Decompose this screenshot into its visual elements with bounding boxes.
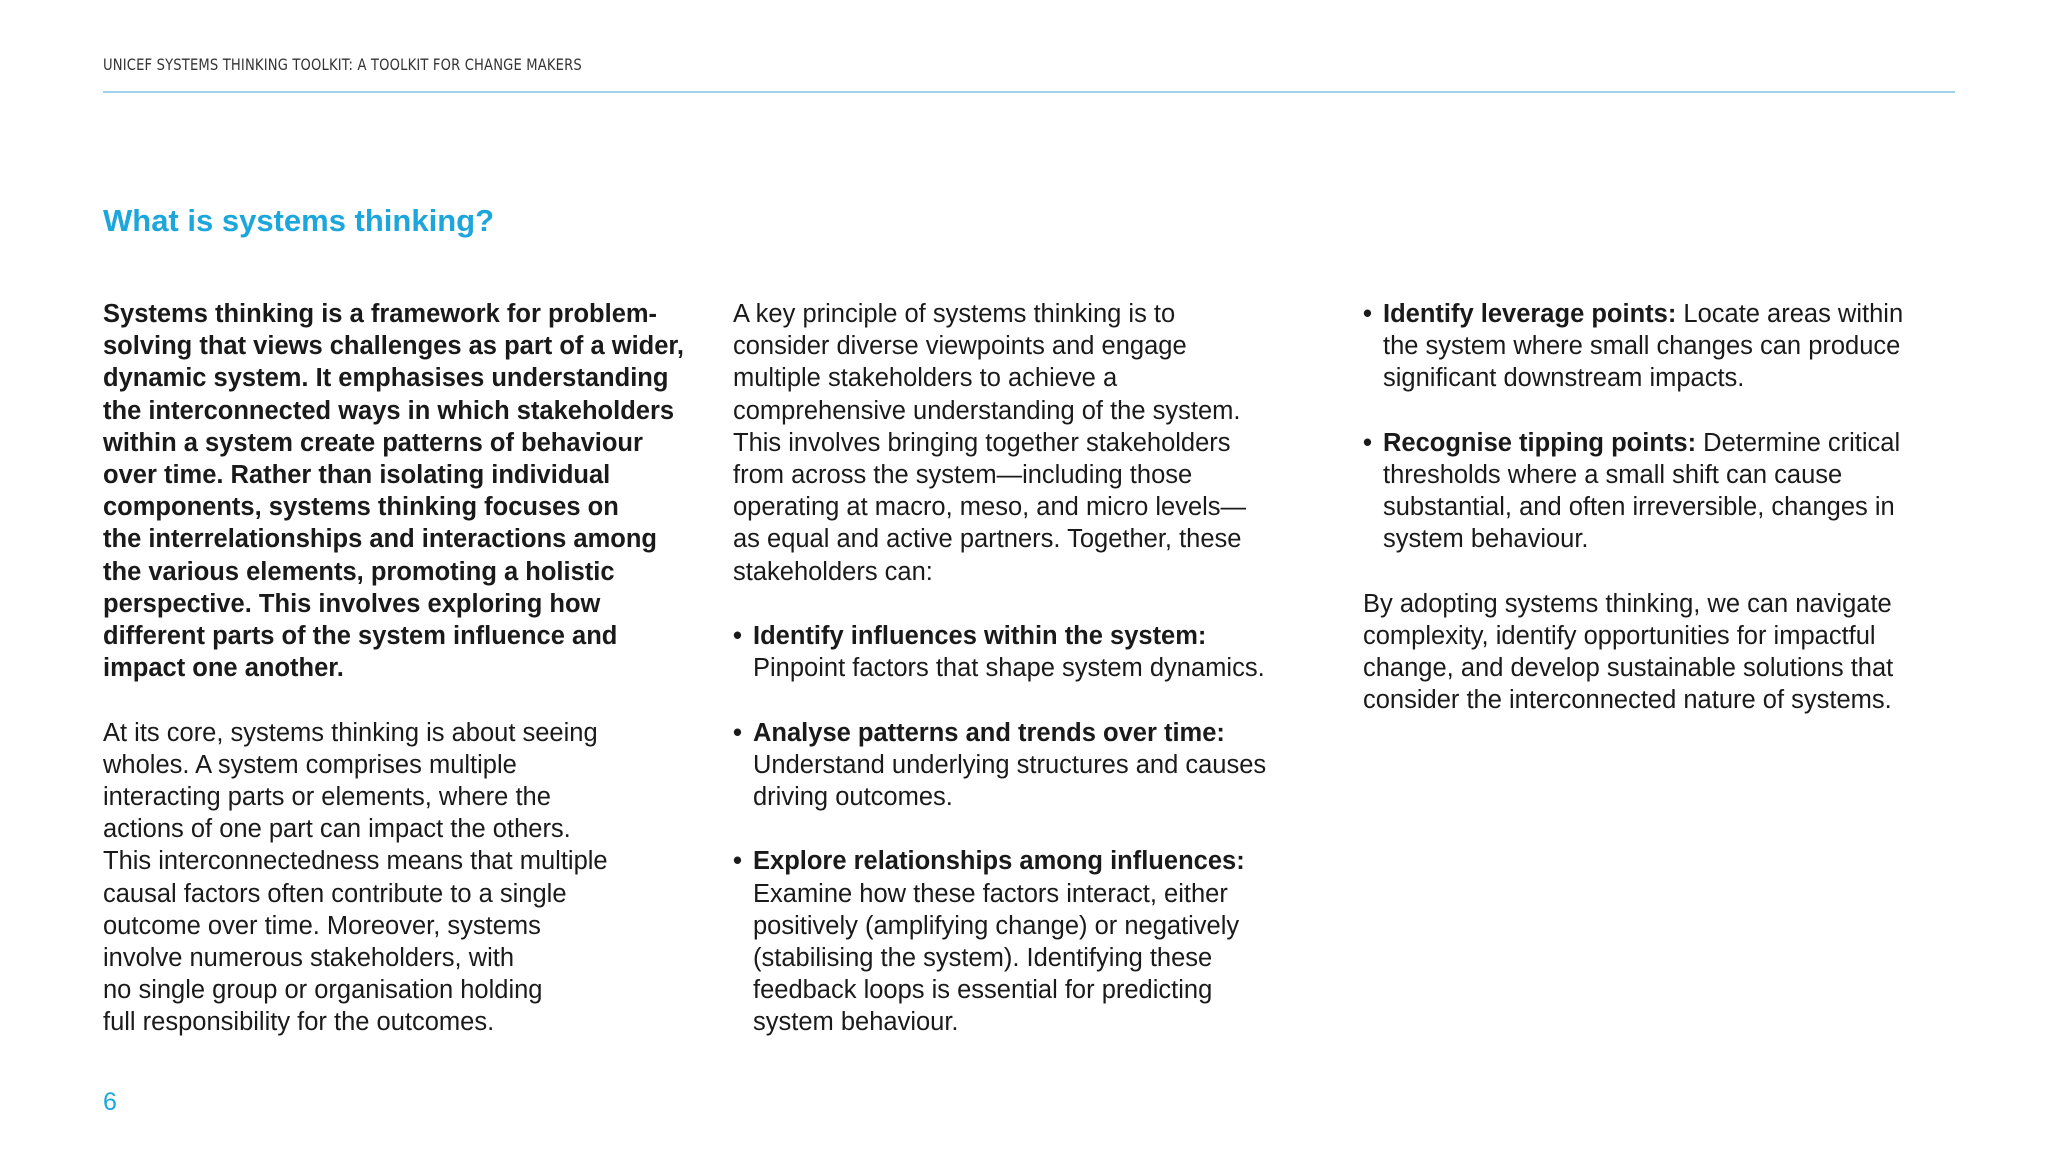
section-heading: What is systems thinking? xyxy=(103,203,495,238)
body-line: This involves bringing together stakeholders xyxy=(733,428,1231,457)
bullet-line: (stabilising the system). Identifying these xyxy=(753,944,1213,973)
body-line: causal factors often contribute to a single xyxy=(103,879,567,908)
body-line: full responsibility for the outcomes. xyxy=(103,1008,495,1037)
body-line: no single group or organisation holding xyxy=(103,976,543,1005)
bullet-dot: • xyxy=(1363,428,1372,457)
bullet-title: Identify influences within the system: xyxy=(753,622,1207,651)
body-line: interacting parts or elements, where the xyxy=(103,783,551,812)
lead-line: the various elements, promoting a holistic xyxy=(103,557,615,586)
body-paragraph xyxy=(103,717,703,1039)
bullet-line: significant downstream impacts. xyxy=(1383,364,1745,393)
bullet-title: Explore relationships among influences: xyxy=(753,847,1245,876)
lead-line: different parts of the system influence and xyxy=(103,622,618,651)
bullet-dot: • xyxy=(733,622,742,651)
closing-paragraph xyxy=(1363,588,1983,717)
lead-line: perspective. This involves exploring how xyxy=(103,589,601,618)
body-line: involve numerous stakeholders, with xyxy=(103,944,515,973)
body-line: stakeholders can: xyxy=(733,557,933,586)
bullet-item xyxy=(733,717,1353,814)
page-number: 6 xyxy=(103,1088,117,1116)
bullet-dot: • xyxy=(733,718,742,747)
bullet-title: Analyse patterns and trends over time: xyxy=(753,718,1225,747)
bullet-item xyxy=(733,845,1353,1038)
body-line: At its core, systems thinking is about seeing xyxy=(103,718,598,747)
body-line: complexity, identify opportunities for impactful xyxy=(1363,622,1876,650)
lead-line: dynamic system. It emphasises understanding xyxy=(103,364,669,393)
bullet-item xyxy=(1363,427,1983,556)
bullet-line: system behaviour. xyxy=(753,1008,959,1037)
column-3 xyxy=(1363,298,1983,717)
lead-line: the interrelationships and interactions among xyxy=(103,525,658,554)
lead-line: over time. Rather than isolating individual xyxy=(103,461,611,490)
body-line: A key principle of systems thinking is to xyxy=(733,300,1176,328)
body-line: By adopting systems thinking, we can navigate xyxy=(1363,589,1892,618)
lead-line: components, systems thinking focuses on xyxy=(103,493,619,522)
body-line: This interconnectedness means that multiple xyxy=(103,847,608,876)
bullet-line: substantial, and often irreversible, changes in xyxy=(1383,493,1895,522)
header-divider xyxy=(103,91,1955,93)
body-line: as equal and active partners. Together, these xyxy=(733,525,1242,554)
body-line: consider diverse viewpoints and engage xyxy=(733,332,1187,361)
body-line: outcome over time. Moreover, systems xyxy=(103,911,541,940)
body-line: change, and develop sustainable solutions that xyxy=(1363,654,1894,683)
bullet-line: Pinpoint factors that shape system dynamics. xyxy=(753,654,1265,683)
body-line: comprehensive understanding of the system. xyxy=(733,396,1241,425)
bullet-title: Recognise tipping points: xyxy=(1383,428,1697,457)
bullet-line: Examine how these factors interact, either xyxy=(753,879,1228,908)
body-line: actions of one part can impact the others. xyxy=(103,815,571,844)
bullet-line: system behaviour. xyxy=(1383,525,1589,554)
lead-line: impact one another. xyxy=(103,654,344,683)
intro-paragraph xyxy=(733,298,1353,588)
bullet-line: Locate areas within xyxy=(1683,300,1904,328)
bullet-line: feedback loops is essential for predicting xyxy=(753,976,1213,1005)
body-line: consider the interconnected nature of systems. xyxy=(1363,686,1892,715)
bullet-line: thresholds where a small shift can cause xyxy=(1383,461,1843,489)
lead-line: Systems thinking is a framework for problem- xyxy=(103,300,658,328)
bullet-dot: • xyxy=(733,847,742,876)
lead-paragraph xyxy=(103,298,703,684)
bullet-line: driving outcomes. xyxy=(753,783,953,812)
bullet-dot: • xyxy=(1363,300,1372,328)
bullet-item xyxy=(1363,298,1983,395)
bullet-line: Understand underlying structures and causes xyxy=(753,750,1267,779)
column-2 xyxy=(733,298,1353,1039)
running-header: UNICEF SYSTEMS THINKING TOOLKIT: A TOOLKIT FOR CHANGE MAKERS xyxy=(103,55,582,74)
body-line: operating at macro, meso, and micro levels— xyxy=(733,493,1247,522)
lead-line: the interconnected ways in which stakeholders xyxy=(103,396,675,425)
body-line: from across the system—including those xyxy=(733,461,1193,490)
body-line: wholes. A system comprises multiple xyxy=(103,750,517,779)
bullet-line: Determine critical xyxy=(1703,428,1901,457)
body-line: multiple stakeholders to achieve a xyxy=(733,364,1118,393)
bullet-line: positively (amplifying change) or negatively xyxy=(753,911,1240,940)
column-1 xyxy=(103,298,703,1039)
bullet-title: Identify leverage points: xyxy=(1383,300,1677,328)
lead-line: within a system create patterns of behaviour xyxy=(103,428,643,457)
bullet-line: the system where small changes can produce xyxy=(1383,332,1901,361)
bullet-item xyxy=(733,620,1353,684)
lead-line: solving that views challenges as part of a wider, xyxy=(103,332,685,361)
